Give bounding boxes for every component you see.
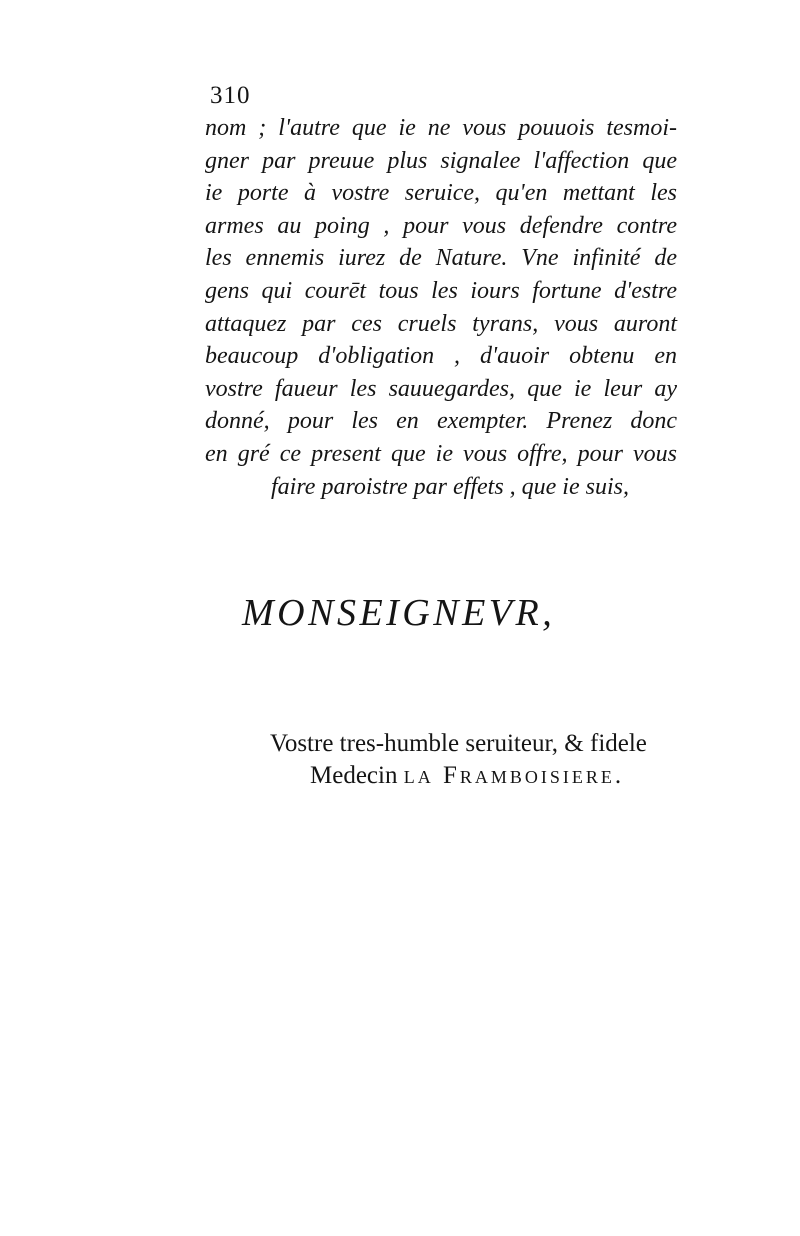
text-line: beaucoup d'obligation , d'auoir obtenu en xyxy=(205,343,677,370)
text-line: armes au poing , pour vous defendre contre xyxy=(205,212,677,239)
text-line: ie porte à vostre seruice, qu'en mettant les xyxy=(205,180,677,207)
body-paragraph xyxy=(205,112,677,503)
text-line: nom ; l'autre que ie ne vous pouuois tesmoi- xyxy=(205,115,677,141)
signature-line xyxy=(270,760,690,792)
page-number: 310 xyxy=(210,82,251,109)
text-line: attaquez par ces cruels tyrans, vous auront xyxy=(205,310,677,337)
signature-line: Vostre tres-humble seruiteur, & fidele xyxy=(270,730,647,757)
signature-block xyxy=(270,728,690,792)
text-line: faire paroistre par effets , que ie suis, xyxy=(271,473,629,500)
text-line: en gré ce present que ie vous offre, pour vous xyxy=(205,440,677,467)
salutation: MONSEIGNEVR, xyxy=(242,592,556,634)
author-name: la Framboisiere. xyxy=(403,762,625,789)
signature-title: Medecin xyxy=(310,762,404,789)
text-line: vostre faueur les sauuegardes, que ie leur ay xyxy=(205,375,677,402)
text-line: donné, pour les en exempter. Prenez donc xyxy=(205,408,677,435)
text-line: les ennemis iurez de Nature. Vne infinité de xyxy=(205,245,677,272)
text-line: gens qui courēt tous les iours fortune d'estre xyxy=(205,277,677,304)
text-line: gner par preuue plus signalee l'affection que xyxy=(205,147,677,174)
